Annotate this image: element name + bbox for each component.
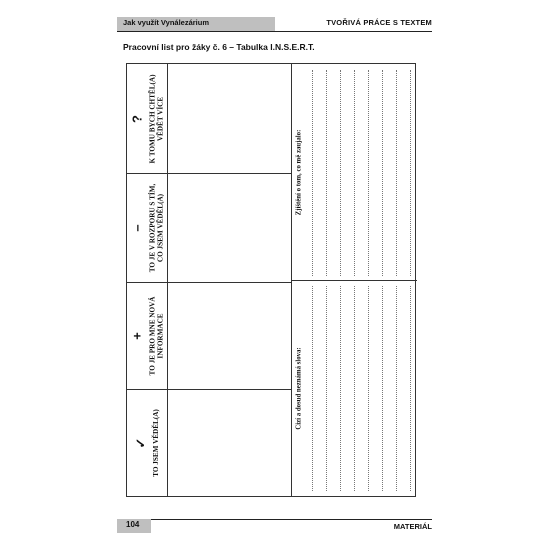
- row-label-line: TO JSEM VĚDĚL(A): [152, 408, 161, 477]
- notes-top-label: Zjištění o tom, co mě zaujalo:: [295, 129, 303, 215]
- writing-line[interactable]: [410, 286, 411, 491]
- header-rule: [117, 31, 432, 32]
- header-right-text: TVOŘIVÁ PRÁCE S TEXTEM: [326, 18, 432, 27]
- row-label-knew: [127, 389, 167, 496]
- row-label-line: CO JSEM VĚDĚL(A): [156, 193, 165, 262]
- writing-line[interactable]: [312, 70, 313, 276]
- answer-cell-contradicts[interactable]: [168, 174, 291, 282]
- writing-line[interactable]: [354, 70, 355, 276]
- notes-divider: [291, 280, 417, 281]
- writing-line[interactable]: [410, 70, 411, 276]
- row-label-line: INFORMACE: [156, 312, 164, 359]
- writing-line[interactable]: [368, 70, 369, 276]
- row-label-line: K TOMU BYCH CHTĚL(A): [148, 74, 156, 163]
- writing-line[interactable]: [326, 70, 327, 276]
- answer-cell-want-to-know[interactable]: [168, 64, 291, 173]
- row-label-want-to-know: [127, 64, 167, 173]
- footer-rule: [151, 519, 432, 520]
- writing-line[interactable]: [340, 70, 341, 276]
- page-number: 104: [126, 520, 140, 529]
- writing-line[interactable]: [382, 70, 383, 276]
- question-mark-icon: ?: [129, 114, 144, 123]
- writing-line[interactable]: [396, 70, 397, 276]
- header-left-tab: [117, 17, 275, 31]
- checkmark-icon: ✓: [133, 437, 149, 448]
- answer-cell-new-info[interactable]: [168, 283, 291, 389]
- notes-top-label-cell: [292, 64, 306, 280]
- row-label-line: TO JE V ROZPORU S TÍM,: [148, 183, 157, 272]
- writing-line[interactable]: [312, 286, 313, 491]
- notes-bottom-label-cell: [292, 281, 306, 496]
- writing-line[interactable]: [340, 286, 341, 491]
- worksheet-title: Pracovní list pro žáky č. 6 – Tabulka I.N.S.E.R.T.: [123, 42, 315, 52]
- header-left-text: Jak využít Vynálezárium: [123, 18, 210, 27]
- footer-page-tab: [117, 519, 151, 533]
- writing-line[interactable]: [396, 286, 397, 491]
- writing-line[interactable]: [382, 286, 383, 491]
- writing-line[interactable]: [368, 286, 369, 491]
- row-label-line: TO JE PRO MNE NOVÁ: [148, 296, 156, 375]
- answer-cell-knew[interactable]: [168, 390, 291, 496]
- minus-icon: –: [129, 223, 145, 232]
- insert-table: [126, 63, 416, 497]
- plus-icon: +: [129, 331, 144, 340]
- writing-line[interactable]: [326, 286, 327, 491]
- writing-line[interactable]: [354, 286, 355, 491]
- row-label-contradicts: [127, 173, 167, 282]
- notes-bottom-label: Cizí a dosud neznámá slova:: [295, 347, 303, 430]
- footer-right-text: MATERIÁL: [393, 522, 432, 531]
- row-label-line: VĚDĚT VÍCE: [156, 96, 164, 141]
- row-label-new-info: [127, 282, 167, 389]
